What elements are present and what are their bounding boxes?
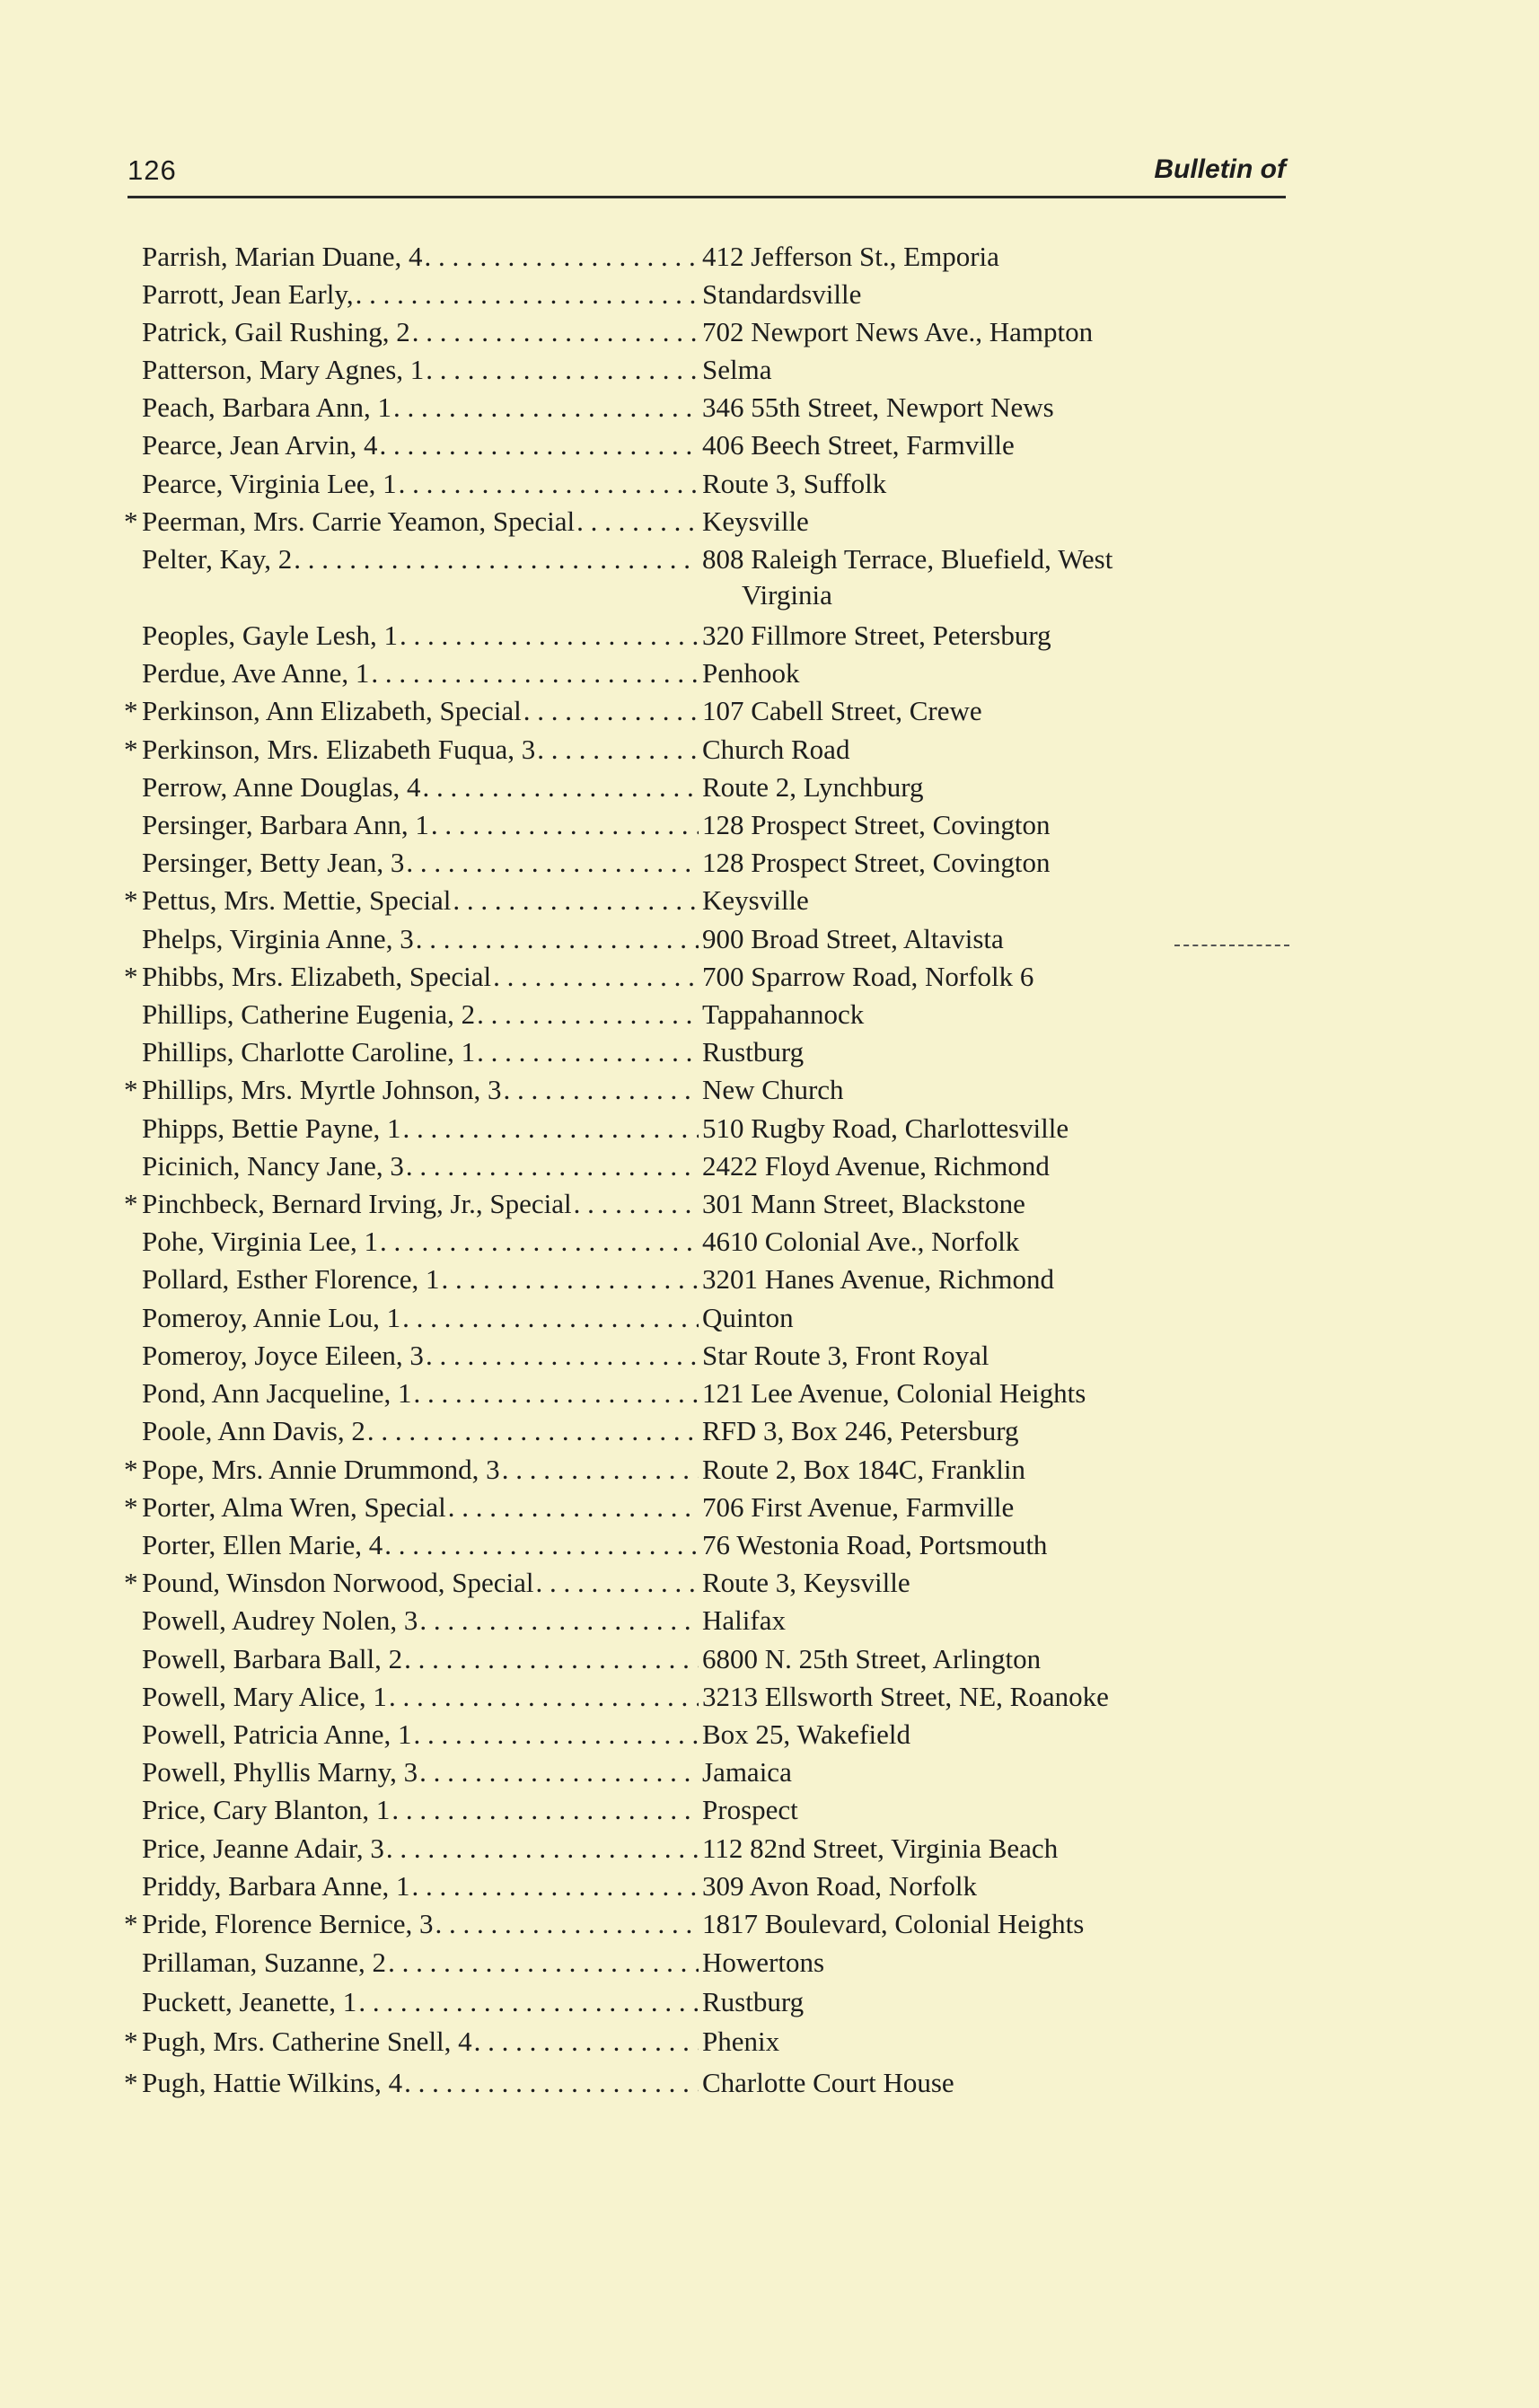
directory-entry: [0, 807, 1539, 843]
student-name: Porter, Alma Wren, Special: [142, 1491, 446, 1523]
directory-entry: [0, 1984, 1539, 2020]
student-address: 3213 Ellsworth Street, NE, Roanoke: [702, 1681, 1109, 1712]
directory-entry: [0, 1186, 1539, 1222]
directory-entry: [0, 1754, 1539, 1790]
student-name-leader: [142, 1375, 699, 1411]
student-address: 3201 Hanes Avenue, Richmond: [702, 1263, 1055, 1295]
directory-entry: [0, 1111, 1539, 1147]
directory-entry: [0, 352, 1539, 388]
directory-entry: [0, 504, 1539, 540]
student-name: Pohe, Virginia Lee, 1: [142, 1226, 379, 1257]
student-address: Box 25, Wakefield: [702, 1718, 910, 1750]
student-name-leader: [142, 807, 699, 843]
student-address: 1817 Boulevard, Colonial Heights: [702, 1908, 1085, 1939]
directory-entry: [0, 1717, 1539, 1753]
directory-entry: [0, 959, 1539, 995]
student-address: Rustburg: [702, 1036, 805, 1068]
student-name: Pugh, Mrs. Catherine Snell, 4: [142, 2026, 472, 2057]
student-name: Peoples, Gayle Lesh, 1: [142, 620, 398, 651]
directory-entry: [0, 390, 1539, 426]
student-name-leader: [142, 1452, 699, 1488]
student-address: 301 Mann Street, Blackstone: [702, 1188, 1025, 1219]
student-name: Pearce, Jean Arvin, 4: [142, 429, 378, 461]
directory-entry: [0, 618, 1539, 654]
student-address: Route 3, Keysville: [702, 1567, 910, 1598]
student-address: 112 82nd Street, Virginia Beach: [702, 1832, 1059, 1864]
student-name-leader: [142, 1868, 699, 1904]
special-student-marker: *: [124, 1567, 138, 1598]
student-name: Perkinson, Ann Elizabeth, Special: [142, 695, 522, 726]
student-address: 900 Broad Street, Altavista: [702, 923, 1004, 954]
student-address: 320 Fillmore Street, Petersburg: [702, 620, 1051, 651]
student-name: Pomeroy, Joyce Eileen, 3: [142, 1340, 424, 1371]
directory-entry: [0, 277, 1539, 312]
student-name-leader: [142, 845, 699, 881]
student-name-leader: [142, 2024, 699, 2060]
directory-entry: [0, 1338, 1539, 1374]
student-name-leader: [142, 1906, 699, 1942]
student-name-leader: [142, 466, 699, 502]
student-name-leader: [142, 1300, 699, 1336]
student-name: Prillaman, Suzanne, 2: [142, 1947, 387, 1978]
special-student-marker: *: [124, 734, 138, 765]
student-address: Selma: [702, 354, 772, 385]
directory-entry: [0, 239, 1539, 275]
student-name-leader: [142, 1148, 699, 1184]
directory-entry: [0, 1261, 1539, 1297]
special-student-marker: *: [124, 1491, 138, 1523]
running-head: Bulletin of: [1154, 154, 1286, 184]
student-name-leader: [142, 1603, 699, 1639]
student-name: Poole, Ann Davis, 2: [142, 1415, 365, 1446]
student-name: Priddy, Barbara Anne, 1: [142, 1870, 410, 1902]
student-address: Penhook: [702, 657, 800, 689]
student-name: Porter, Ellen Marie, 4: [142, 1529, 383, 1560]
student-name: Pond, Ann Jacqueline, 1: [142, 1377, 412, 1409]
student-name-leader: [142, 541, 699, 577]
student-address: Star Route 3, Front Royal: [702, 1340, 989, 1371]
student-name-leader: [142, 921, 699, 957]
student-name: Parrott, Jean Early,: [142, 278, 354, 310]
student-name-leader: [142, 997, 699, 1033]
directory-entry: [0, 997, 1539, 1033]
student-name: Phillips, Mrs. Myrtle Johnson, 3: [142, 1074, 502, 1105]
student-name: Phipps, Bettie Payne, 1: [142, 1112, 401, 1144]
student-address: 700 Sparrow Road, Norfolk 6: [702, 961, 1034, 992]
student-address: 128 Prospect Street, Covington: [702, 847, 1051, 878]
student-name: Pelter, Kay, 2: [142, 543, 293, 575]
directory-entry: [0, 845, 1539, 881]
student-address: 702 Newport News Ave., Hampton: [702, 316, 1094, 347]
student-name-leader: [142, 239, 699, 275]
student-name-leader: [142, 883, 699, 918]
student-name: Pollard, Esther Florence, 1: [142, 1263, 440, 1295]
page-number: 126: [128, 154, 177, 186]
special-student-marker: *: [124, 961, 138, 992]
student-address: Keysville: [702, 505, 809, 537]
student-name: Patterson, Mary Agnes, 1: [142, 354, 425, 385]
directory-entry: [0, 1679, 1539, 1715]
student-name: Powell, Phyllis Marny, 3: [142, 1756, 418, 1788]
student-name-leader: [142, 1413, 699, 1449]
directory-entry: [0, 2024, 1539, 2060]
student-name: Pound, Winsdon Norwood, Special: [142, 1567, 534, 1598]
student-name: Phillips, Catherine Eugenia, 2: [142, 998, 476, 1030]
directory-entry: [0, 655, 1539, 691]
directory-entry: [0, 1831, 1539, 1867]
student-name-leader: [142, 1072, 699, 1108]
student-name-leader: [142, 1565, 699, 1601]
student-name: Picinich, Nancy Jane, 3: [142, 1150, 404, 1182]
student-address: Route 3, Suffolk: [702, 468, 887, 499]
student-address: Quinton: [702, 1302, 794, 1333]
directory-entry: [0, 1641, 1539, 1677]
student-name-leader: [142, 1111, 699, 1147]
student-address: RFD 3, Box 246, Petersburg: [702, 1415, 1019, 1446]
student-name: Peerman, Mrs. Carrie Yeamon, Special: [142, 505, 576, 537]
student-address: 309 Avon Road, Norfolk: [702, 1870, 977, 1902]
student-name-leader: [142, 1490, 699, 1525]
student-address: Charlotte Court House: [702, 2067, 954, 2098]
student-name-leader: [142, 314, 699, 350]
directory-entry: [0, 883, 1539, 918]
student-name-leader: [142, 1261, 699, 1297]
directory-entry: [0, 1792, 1539, 1828]
special-student-marker: *: [124, 505, 138, 537]
directory-entry: [0, 1565, 1539, 1601]
student-name-leader: [142, 1717, 699, 1753]
student-name: Pride, Florence Bernice, 3: [142, 1908, 434, 1939]
student-name: Powell, Audrey Nolen, 3: [142, 1604, 418, 1636]
student-name-leader: [142, 1984, 699, 2020]
student-address: Phenix: [702, 2026, 780, 2057]
directory-entry: [0, 769, 1539, 805]
student-name: Phillips, Charlotte Caroline, 1: [142, 1036, 476, 1068]
student-address: Route 2, Lynchburg: [702, 771, 924, 803]
student-address: Rustburg: [702, 1986, 805, 2017]
student-name-leader: [142, 1945, 699, 1981]
student-name-leader: [142, 504, 699, 540]
student-name: Pope, Mrs. Annie Drummond, 3: [142, 1454, 500, 1485]
student-address: 2422 Floyd Avenue, Richmond: [702, 1150, 1050, 1182]
student-name: Price, Jeanne Adair, 3: [142, 1832, 384, 1864]
directory-entry: [0, 1868, 1539, 1904]
student-name-leader: [142, 2065, 699, 2101]
directory-entry: [0, 1034, 1539, 1070]
directory-entry: [0, 1375, 1539, 1411]
student-name: Patrick, Gail Rushing, 2: [142, 316, 410, 347]
student-name-leader: [142, 693, 699, 729]
student-name: Perdue, Ave Anne, 1: [142, 657, 370, 689]
special-student-marker: *: [124, 1908, 138, 1939]
student-name: Perrow, Anne Douglas, 4: [142, 771, 421, 803]
student-address: 76 Westonia Road, Portsmouth: [702, 1529, 1048, 1560]
student-address: 412 Jefferson St., Emporia: [702, 241, 999, 272]
directory-entry: [0, 427, 1539, 463]
special-student-marker: *: [124, 1188, 138, 1219]
student-name: Puckett, Jeanette, 1: [142, 1986, 357, 2017]
student-address: Halifax: [702, 1604, 786, 1636]
special-student-marker: *: [124, 884, 138, 916]
special-student-marker: *: [124, 1454, 138, 1485]
directory-entry: [0, 1300, 1539, 1336]
student-name-leader: [142, 352, 699, 388]
student-address: 121 Lee Avenue, Colonial Heights: [702, 1377, 1086, 1409]
student-address-continuation: Virginia: [742, 579, 832, 611]
student-name: Pettus, Mrs. Mettie, Special: [142, 884, 452, 916]
student-name: Perkinson, Mrs. Elizabeth Fuqua, 3: [142, 734, 536, 765]
directory-entry: [0, 541, 1539, 577]
directory-entry: [0, 1527, 1539, 1563]
student-name: Peach, Barbara Ann, 1: [142, 391, 392, 423]
student-address: 6800 N. 25th Street, Arlington: [702, 1643, 1042, 1674]
student-address: 128 Prospect Street, Covington: [702, 809, 1051, 840]
student-name-leader: [142, 732, 699, 768]
student-name: Price, Cary Blanton, 1: [142, 1794, 391, 1825]
student-address: Keysville: [702, 884, 809, 916]
student-name-leader: [142, 1338, 699, 1374]
student-name: Powell, Barbara Ball, 2: [142, 1643, 403, 1674]
student-name-leader: [142, 959, 699, 995]
directory-entry: [0, 1148, 1539, 1184]
student-name: Pearce, Virginia Lee, 1: [142, 468, 397, 499]
directory-entry: [0, 921, 1539, 957]
directory-entry: [0, 1906, 1539, 1942]
student-name-leader: [142, 277, 699, 312]
student-name: Pomeroy, Annie Lou, 1: [142, 1302, 401, 1333]
student-address: Route 2, Box 184C, Franklin: [702, 1454, 1025, 1485]
directory-entry: [0, 1603, 1539, 1639]
directory-entry: [0, 1072, 1539, 1108]
directory-entry: [0, 314, 1539, 350]
student-name-leader: [142, 1792, 699, 1828]
directory-entry: [0, 693, 1539, 729]
student-name: Powell, Patricia Anne, 1: [142, 1718, 412, 1750]
special-student-marker: *: [124, 695, 138, 726]
student-name: Powell, Mary Alice, 1: [142, 1681, 387, 1712]
student-name-leader: [142, 1641, 699, 1677]
student-address: 808 Raleigh Terrace, Bluefield, West: [702, 543, 1113, 575]
student-name-leader: [142, 1679, 699, 1715]
student-name-leader: [142, 390, 699, 426]
student-name-leader: [142, 1527, 699, 1563]
student-name: Phelps, Virginia Anne, 3: [142, 923, 414, 954]
student-name-leader: [142, 1754, 699, 1790]
margin-mark: [1174, 945, 1289, 946]
student-address: 4610 Colonial Ave., Norfolk: [702, 1226, 1020, 1257]
student-name-leader: [142, 1186, 699, 1222]
student-name-leader: [142, 655, 699, 691]
student-address: New Church: [702, 1074, 844, 1105]
directory-entry: [0, 1413, 1539, 1449]
special-student-marker: *: [124, 1074, 138, 1105]
student-name: Pinchbeck, Bernard Irving, Jr., Special: [142, 1188, 572, 1219]
directory-entry: [0, 1452, 1539, 1488]
student-name-leader: [142, 769, 699, 805]
directory-entry: [0, 2065, 1539, 2101]
student-name: Persinger, Barbara Ann, 1: [142, 809, 429, 840]
student-name: Persinger, Betty Jean, 3: [142, 847, 405, 878]
special-student-marker: *: [124, 2067, 138, 2098]
directory-entry: [0, 466, 1539, 502]
directory-entry: [0, 732, 1539, 768]
directory-entry: [0, 1224, 1539, 1260]
student-name-leader: [142, 427, 699, 463]
student-address: Standardsville: [702, 278, 862, 310]
student-name-leader: [142, 618, 699, 654]
directory-entry: [0, 1945, 1539, 1981]
student-name-leader: [142, 1831, 699, 1867]
student-address: Tappahannock: [702, 998, 865, 1030]
student-name: Parrish, Marian Duane, 4: [142, 241, 423, 272]
student-address: Church Road: [702, 734, 850, 765]
directory-entry: [0, 1490, 1539, 1525]
special-student-marker: *: [124, 2026, 138, 2057]
student-name-leader: [142, 1224, 699, 1260]
student-address: Prospect: [702, 1794, 798, 1825]
student-name: Phibbs, Mrs. Elizabeth, Special: [142, 961, 492, 992]
student-address: 406 Beech Street, Farmville: [702, 429, 1015, 461]
student-address: Howertons: [702, 1947, 825, 1978]
student-address: 706 First Avenue, Farmville: [702, 1491, 1015, 1523]
student-address: Jamaica: [702, 1756, 792, 1788]
student-address: 107 Cabell Street, Crewe: [702, 695, 982, 726]
student-name-leader: [142, 1034, 699, 1070]
student-address: 346 55th Street, Newport News: [702, 391, 1054, 423]
student-address: 510 Rugby Road, Charlottesville: [702, 1112, 1069, 1144]
student-name: Pugh, Hattie Wilkins, 4: [142, 2067, 403, 2098]
